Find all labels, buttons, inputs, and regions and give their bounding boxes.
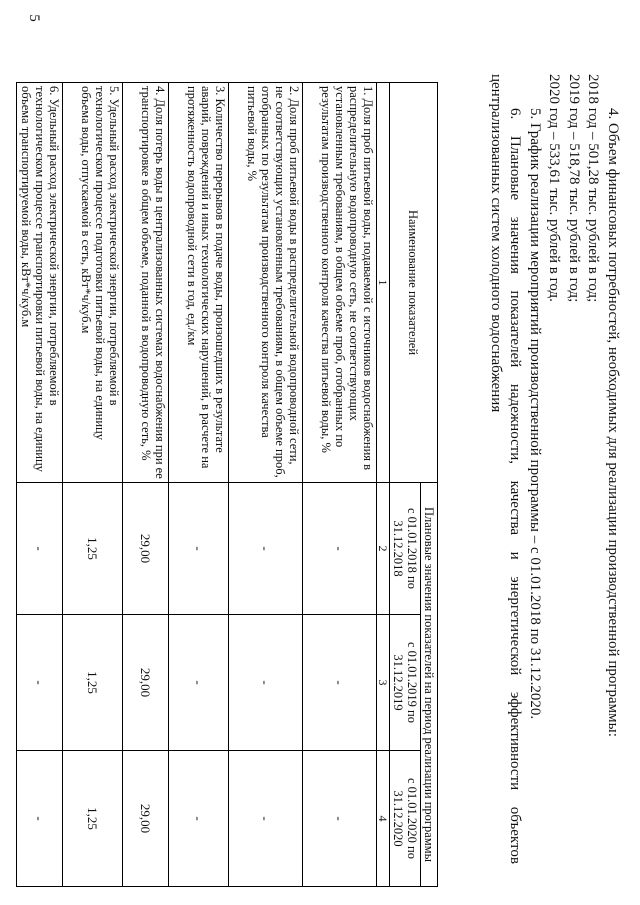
section-4-title: 4. Объем финансовых потребностей, необходимых для реализации производственной программы: — [605, 108, 621, 737]
s6-word: надежности, — [507, 383, 524, 465]
column-index: 2 — [377, 483, 390, 615]
value-2018: - — [229, 483, 303, 615]
header-period-2018: с 01.01.2018 по 31.12.2018 — [390, 483, 421, 615]
section-6-title-line2: централизованных систем холодного водоснабжения — [488, 74, 504, 413]
value-2020: - — [303, 751, 377, 887]
s6-word: эффективности — [507, 691, 524, 791]
column-index: 4 — [377, 751, 390, 887]
indicators-table — [16, 82, 438, 887]
s6-word: и — [507, 551, 524, 560]
section-5-title: 5. График реализации мероприятий производственной программы – с 01.01.2018 по 31.12.2020. — [527, 108, 543, 720]
s6-word: значения — [507, 216, 524, 274]
value-2018: 1,25 — [63, 483, 123, 615]
row-name: 5. Удельный расход электрической энергии, потребляемой в технологическом процессе подготовки питьевой воды, на единицу объема воды, отпускаемой в сеть, кВт*ч/куб.м — [63, 83, 123, 483]
header-name-column: Наименование показателей — [390, 83, 438, 483]
table-row — [123, 83, 169, 887]
row-name: 3. Количество перерывов в подаче воды, произошедших в результате аварий, повреждений и иных технологических нарушений, в расчете на протяженность водопроводной сети в год, ед./км — [169, 83, 229, 483]
table-row — [17, 83, 63, 887]
table-row — [63, 83, 123, 887]
header-period-2020: с 01.01.2020 по 31.12.2020 — [390, 751, 421, 887]
value-2018: - — [169, 483, 229, 615]
value-2019: 29,00 — [123, 615, 169, 751]
s6-word: качества — [507, 480, 524, 536]
section-6-title-line1 — [505, 74, 525, 864]
value-2019: 1,25 — [63, 615, 123, 751]
value-2020: - — [17, 751, 63, 887]
value-2019: - — [303, 615, 377, 751]
value-2018: - — [17, 483, 63, 615]
column-index: 3 — [377, 615, 390, 751]
s6-word: объектов — [507, 806, 524, 864]
row-name: 1. Доля проб питьевой воды, подаваемой с источников водоснабжения в распределительную водопроводную сеть, не соответствующих установленным требованиям, в общем объеме проб, отобранных по результатам производственного контроля качества питьевой воды, % — [303, 83, 377, 483]
value-2019: - — [169, 615, 229, 751]
value-2019: - — [17, 615, 63, 751]
value-2018: - — [303, 483, 377, 615]
value-2020: - — [169, 751, 229, 887]
s6-word: 6. — [507, 108, 524, 120]
s6-word: показателей — [507, 290, 524, 368]
header-period-2019: с 01.01.2019 по 31.12.2019 — [390, 615, 421, 751]
row-name: 4. Доля потерь воды в централизованных системах водоснабжения при ее транспортировке в общем объеме, поданной в водопроводную сеть, % — [123, 83, 169, 483]
value-2020: 29,00 — [123, 751, 169, 887]
table-row — [169, 83, 229, 887]
intro-text — [486, 74, 623, 864]
header-planned-values: Плановые значения показателей на период реализации программы — [421, 483, 438, 887]
rotated-page-content — [19, 0, 630, 880]
finance-2019: 2019 год – 518,78 тыс. рублей в год; — [566, 74, 582, 303]
finance-2020: 2020 год – 533,61 тыс. рублей в год. — [546, 74, 563, 302]
row-name: 6. Удельный расход электрической энергии, потребляемой в технологическом процессе транспортировки питьевой воды, на единицу объема транспортируемой воды, кВт*ч/куб.м — [17, 83, 63, 483]
s6-word: Плановые — [507, 135, 524, 201]
value-2018: 29,00 — [123, 483, 169, 615]
value-2019: - — [229, 615, 303, 751]
row-name: 2. Доля проб питьевой воды в распределительной водопроводной сети, не соответствующих установленным требованиям, в общем объеме проб, отобранных по результатам производственного контроля качества питьевой воды, % — [229, 83, 303, 483]
value-2020: - — [229, 751, 303, 887]
page-number: 5 — [26, 14, 42, 22]
table-row — [303, 83, 377, 887]
column-index: 1 — [377, 83, 390, 483]
s6-word: энергетической — [507, 576, 524, 676]
table-row — [229, 83, 303, 887]
finance-2018: 2018 год – 501,28 тыс. рублей в год; — [585, 74, 602, 303]
value-2020: 1,25 — [63, 751, 123, 887]
